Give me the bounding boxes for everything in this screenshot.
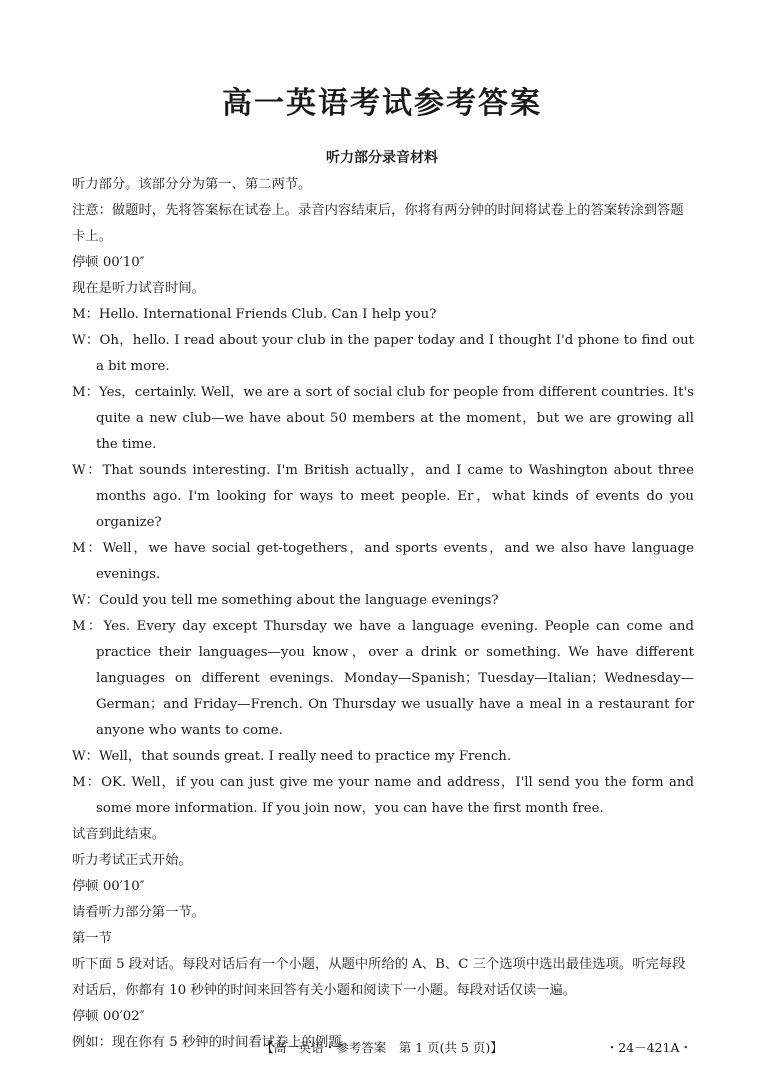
pause-line: 停顿 00′10″ — [72, 879, 145, 894]
transcript-body — [72, 172, 694, 1056]
footer-page-info: 【高一英语・参考答案 第 1 页(共 5 页)】 — [261, 1040, 503, 1055]
instruction-line: 听力部分。该部分分为第一、第二两节。 — [72, 177, 312, 192]
dialogue-line: M：Well，we have social get-togethers，and sports events，and we also have language evenings. — [72, 541, 694, 582]
instruction-line: 注意：做题时，先将答案标在试卷上。录音内容结束后，你将有两分钟的时间将试卷上的答案转涂到答题卡上。 — [72, 203, 684, 244]
section-subtitle: 听力部分录音材料 — [326, 150, 438, 166]
instruction-line: 试音到此结束。 — [72, 827, 166, 842]
dialogue-line: M：OK. Well，if you can just give me your name and address，I'll send you the form and some more information. If you join now，you can have the first month free. — [72, 775, 694, 816]
pause-line: 停顿 00′02″ — [72, 1009, 145, 1024]
footer-paper-code: ・24－421A・ — [605, 1040, 692, 1055]
dialogue-line: W：That sounds interesting. I'm British actually，and I came to Washington about three months ago. I'm looking for ways to meet people. Er，what kinds of events do you organize? — [72, 463, 694, 530]
instruction-line: 例如：现在你有 5 秒钟的时间看试卷上的例题。 — [72, 1035, 355, 1050]
dialogue-line: M：Yes. Every day except Thursday we have a language evening. People can come and practice their languages—you know，over a drink or something. We have different languages on different evenings. Monday—Spanish；Tuesday—Italian；Wednesday—German；and Friday—French. On Thursday we usually have a meal in a restaurant for anyone who wants to come. — [72, 619, 694, 738]
section-heading: 第一节 — [72, 931, 112, 946]
dialogue-line: M：Hello. International Friends Club. Can I help you? — [72, 307, 437, 322]
dialogue-line: W：Oh，hello. I read about your club in the paper today and I thought I'd phone to find out a bit more. — [72, 333, 694, 374]
document-title: 高一英语考试参考答案 — [222, 86, 542, 121]
dialogue-line: M：Yes，certainly. Well，we are a sort of social club for people from different countries. It's quite a new club—we have about 50 members at the moment，but we are growing all the time. — [72, 385, 694, 452]
instruction-line: 请看听力部分第一节。 — [72, 905, 205, 920]
dialogue-line: W：Could you tell me something about the language evenings? — [72, 593, 499, 608]
pause-line: 停顿 00′10″ — [72, 255, 145, 270]
instruction-line: 现在是听力试音时间。 — [72, 281, 205, 296]
instruction-line: 听力考试正式开始。 — [72, 853, 192, 868]
instruction-line: 听下面 5 段对话。每段对话后有一个小题，从题中所给的 A、B、C 三个选项中选出最佳选项。听完每段对话后，你都有 10 秒钟的时间来回答有关小题和阅读下一小题。每段对话仅读一遍。 — [72, 957, 686, 998]
dialogue-line: W：Well，that sounds great. I really need to practice my French. — [72, 749, 512, 764]
